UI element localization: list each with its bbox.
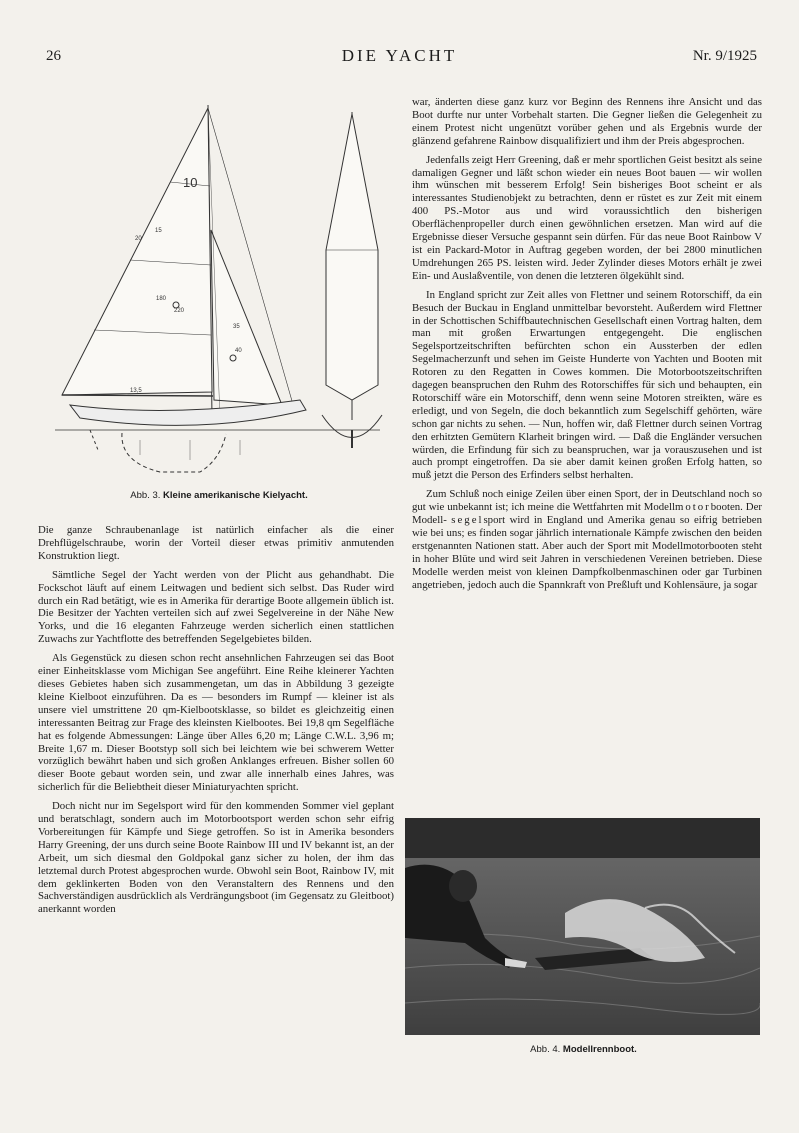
paragraph: Jedenfalls zeigt Herr Greening, daß er mehr sportlichen Geist besitzt als seine damaligen Gegner und läßt schon wieder ein neues Boot bauen — wir wollen ihm wünschen mit besserem Erfolg! Sein bisheriges Boot scheint er als interessantes Studienobjekt zu betrachten, denn er rüstet es zur Zeit mit einem 400 PS.-Motor aus und wird voraussichtlich den bisherigen Oberflächenpropeller durch einen gewöhnlichen ersetzen. Man wird auf die Ergebnisse dieser Versuche gespannt sein dürfen. Für das neue Boot Rainbow V ist ein Packard-Motor in Auftrag gegeben worden, der bei 2800 minutlichen Umdrehungen 265 PS. leisten wird. Jeder Zylinder dieses Motors erhält je zwei Ein- und Auslaßventile, von denen die letzteren ölgekühlt sind.: [412, 153, 762, 282]
page-number: 26: [46, 48, 61, 64]
right-column: [412, 96, 762, 598]
figure-3-prefix: Abb. 3.: [130, 490, 161, 501]
paragraph: [412, 488, 762, 591]
model-boat-photo: [405, 818, 760, 1035]
text-run: sport wird in England und Amerika genau so eifrig betrieben wie bei uns; es finden sogar jährlich internationale Kämpfe zwischen den beiden erstgenannten Nationen statt. Aber auch der Sport mit Modellmotorbooten steht in hoher Blüte und wird seit Jahren in verschiedenen Vereinen betrieben. Diese Modelle werden meist von kleinen Dampfkolbenmaschinen oder gar Turbinen angetrieben, jedoch auch die Spannkraft von Preßluft und Kohlensäure, ja sogar: [412, 514, 762, 591]
label-15: 15: [155, 228, 162, 234]
paragraph: Die ganze Schraubenanlage ist natürlich einfacher als die einer Drehflügelschraube, worin der Vorteil dieser etwas primitiv anmutenden Konstruktion liegt.: [38, 524, 394, 562]
label-220: 220: [174, 308, 185, 314]
label-20: 20: [135, 236, 142, 242]
text-run: booten. Der Modell-: [412, 501, 762, 527]
figure-3-title: Kleine amerikanische Kielyacht.: [163, 490, 308, 501]
sail-number: 10: [183, 175, 198, 190]
figure-4-prefix: Abb. 4.: [530, 1044, 561, 1055]
figure-3-caption: [50, 490, 388, 501]
sail-plan-drawing: [50, 100, 388, 480]
figure-4-title: Modellrennboot.: [562, 1044, 637, 1055]
label-40: 40: [235, 348, 242, 354]
figure-4-caption: [406, 1044, 761, 1055]
issue-number: Nr. 9/1925: [692, 48, 757, 64]
hull-profile: [70, 400, 306, 425]
jib: [211, 230, 282, 405]
paragraph: In England spricht zur Zeit alles von Flettner und seinem Rotorschiff, da ein Besuch der Buckau in England unmittelbar bevorsteht. Außerdem wird Flettner in der Schottischen Schiffbautechnischen Gesellschaft einen Vortrag halten, dem man mit großen Erwartungen entgegengeht. Die englischen Segelsportzeitschriften befürchten schon ein Aussterben der edlen Segelmacherzunft und sehen im Geiste Hunderte von Yachten und Booten mit Rotoren zu den Regatten in Cowes kommen. Die Motorbootszeitschriften dagegen beanspruchen den Ruhm des Rotorschiffes für sich und behaupten, ein Rotorschiff wäre ein Motorschiff, denn wenn seine Motoren streikten, wäre es erledigt, und von Segeln, die doch bekanntlich zum Segelschiff gehörten, wäre schon gar nichts zu sehen. — Nun, hoffen wir, daß Flettner durch seinen Vortrag den erhitzten Gemütern Klarheit bringen wird. — Daß die Engländer versuchen würden, die Erfindung für sich zu beanspruchen, war ja vorauszusehen und ist auch prompt eingetroffen. Da sie aber damit keinen großen Erfolg hatten, so muß jetzt die Person des Erfinders selbst herhalten.: [412, 288, 762, 482]
text-run: Zum Schluß noch einige Zeilen über einen Sport, der in Deutschland noch so gut wie unbekannt ist; ich meine die Wettfahrten mit Modell: [412, 488, 762, 514]
paragraph: Sämtliche Segel der Yacht werden von der Plicht aus gehandhabt. Die Fockschot läuft auf einem Leitwagen und bedient sich selbst. Das Ruder wird durch ein Rad betätigt, wie es in Amerika für derartige Boote allgemein üblich ist. Die Besitzer der Yachten verteilen sich auf zwei Segelvereine in der Nähe New Yorks, und die 16 eleganten Fahrzeuge werden sicherlich einen stattlichen Zuwachs zur Yachtflotte des betreffenden Segelgebietes bilden.: [38, 568, 394, 646]
label-35: 35: [233, 324, 240, 330]
paragraph: Als Gegenstück zu diesen schon recht ansehnlichen Fahrzeugen sei das Boot einer Einheitsklasse vom Michigan See angeführt. Eine Reihe kleinerer Yachten dieses Gebietes haben sich zusammengetan, um das in Abbildung 3 gezeigte kleine Kielboot einzuführen. Da es — besonders im Rumpf — kleiner ist als unsere viel umstrittene 20 qm-Kielbootsklasse, so bildet es gleichzeitig einen interessanten Beitrag zur Frage des kleinsten Kielbootes. Bei 19,8 qm Segelfläche hat es folgende Abmessungen: Länge über Alles 6,20 m; Länge C.W.L. 3,96 m; Breite 1,67 m. Dieser Bootstyp soll sich bei leichtem wie bei schwerem Wetter vorzüglich bewährt haben und sich großen Anklanges erfreuen. Bisher sollen 60 dieser Boote gebaut worden sein, und zwar alle innerhalb eines Jahres, was sicherlich für die Beliebtheit dieser Miniaturyachten spricht.: [38, 652, 394, 794]
spaced-word: segel: [451, 514, 484, 527]
left-column: [38, 524, 394, 922]
mainsail: [62, 108, 212, 395]
spaced-word: motor: [674, 501, 711, 514]
journal-title: DIE YACHT: [341, 46, 458, 65]
label-13-5: 13,5: [130, 388, 142, 394]
label-180: 180: [156, 296, 167, 302]
paragraph: Doch nicht nur im Segelsport wird für den kommenden Sommer viel geplant und beratschlagt, sondern auch im Motorbootsport werden schon sehr eifrig Vorbereitungen für Kämpfe und Siege getroffen. So ist in Amerika besonders Harry Greening, der uns durch seine Boote Rainbow III und IV bekannt ist, an der Arbeit, um sich diesmal den Goldpokal ganz sicher zu holen, der ihm das letztemal durch Protest abgesprochen wurde. Obwohl sein Boot, Rainbow IV, mit dem geklinkerten Boden von den Veranstaltern des Rennens und den Sachverständigen ausdrücklich als Verdrängungsboot (im Gegensatz zu Gleitboot) anerkannt worden: [38, 800, 394, 916]
paragraph: war, änderten diese ganz kurz vor Beginn des Rennens ihre Ansicht und das Boot durfte nur unter Vorbehalt starten. Die Gegner ließen die Gelegenheit zu einem Protest nicht ungenützt vorüber gehen und als Ergebnis wurde der glänzend gefahrene Rainbow disqualifiziert und ihm der Preis abgesprochen.: [412, 96, 762, 147]
